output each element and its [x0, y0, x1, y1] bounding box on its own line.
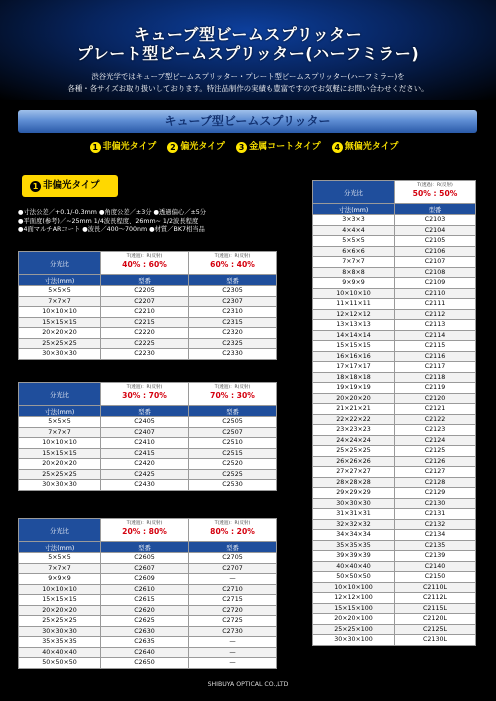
size-cell: 20×20×20 [19, 328, 101, 339]
ratio-header-label: 分光比 [19, 252, 101, 275]
table-row [313, 519, 476, 530]
ratio-value: 40% : 60% [122, 260, 167, 269]
size-cell: 22×22×22 [313, 414, 395, 425]
ratio-table-b [18, 382, 277, 491]
type-tag-label: 非偏光タイプ [43, 180, 100, 191]
model-cell: C2126 [395, 456, 476, 467]
table-row [19, 637, 277, 648]
model-cell: C2128 [395, 477, 476, 488]
size-cell: 4×4×4 [313, 225, 395, 236]
model-column-header: 型番 [189, 275, 277, 286]
model-cell: C2430 [101, 480, 189, 491]
size-cell: 10×10×10 [19, 307, 101, 318]
model-column-header: 型番 [189, 406, 277, 417]
size-cell: 40×40×40 [313, 561, 395, 572]
section-title-band: キューブ型ビームスプリッター [18, 110, 477, 133]
ratio-header-cell [395, 181, 476, 204]
size-column-header: 寸法(mm) [19, 406, 101, 417]
table-row [313, 330, 476, 341]
type-label-2: 偏光タイプ [180, 142, 225, 152]
type-number-2-icon: 2 [167, 142, 178, 153]
spec-notes [18, 209, 298, 235]
model-cell: C2111 [395, 299, 476, 310]
model-column-header: 型番 [101, 406, 189, 417]
model-cell: C2115L [395, 603, 476, 614]
size-cell: 27×27×27 [313, 467, 395, 478]
ratio-header-cell [101, 383, 189, 406]
table-row [313, 593, 476, 604]
ratio-header-cell [189, 519, 277, 542]
model-cell: C2605 [101, 553, 189, 564]
size-cell: 30×30×30 [19, 626, 101, 637]
model-cell: C2710 [189, 584, 277, 595]
size-cell: 5×5×5 [19, 417, 101, 428]
intro-line-1: 渋谷光学ではキューブ型ビームスプリッター・プレート型ビームスプリッター(ハーフミラー)を [91, 72, 405, 81]
size-cell: 13×13×13 [313, 320, 395, 331]
table-row [19, 563, 277, 574]
model-cell: C2121 [395, 404, 476, 415]
model-cell: C2650 [101, 658, 189, 669]
table-row [313, 530, 476, 541]
size-cell: 30×30×30 [19, 480, 101, 491]
table-row [313, 309, 476, 320]
table-row [19, 317, 277, 328]
table-row [19, 438, 277, 449]
model-cell: C2320 [189, 328, 277, 339]
model-cell: C2119 [395, 383, 476, 394]
type-tag [22, 175, 118, 197]
model-cell: C2220 [101, 328, 189, 339]
model-cell: C2330 [189, 349, 277, 360]
model-cell: — [189, 647, 277, 658]
size-cell: 8×8×8 [313, 267, 395, 278]
table-row [313, 624, 476, 635]
model-cell: C2106 [395, 246, 476, 257]
table-row [313, 551, 476, 562]
type-label-4: 無偏光タイプ [344, 142, 399, 152]
size-cell: 20×20×20 [19, 605, 101, 616]
model-cell: C2140 [395, 561, 476, 572]
size-cell: 50×50×50 [313, 572, 395, 583]
size-cell: 25×25×100 [313, 624, 395, 635]
table-row [19, 616, 277, 627]
table-row [313, 215, 476, 226]
table-row [19, 658, 277, 669]
table-row [19, 427, 277, 438]
table-row [313, 603, 476, 614]
size-cell: 11×11×11 [313, 299, 395, 310]
model-cell: C2310 [189, 307, 277, 318]
type-tag-number-icon: 1 [30, 181, 41, 192]
table-row [19, 605, 277, 616]
model-cell: C2425 [101, 469, 189, 480]
size-cell: 35×35×35 [19, 637, 101, 648]
model-cell: C2115 [395, 341, 476, 352]
table-row [313, 372, 476, 383]
size-cell: 19×19×19 [313, 383, 395, 394]
model-cell: — [189, 574, 277, 585]
type-number-1-icon: 1 [90, 142, 101, 153]
size-cell: 26×26×26 [313, 456, 395, 467]
table-row [19, 595, 277, 606]
table-row [19, 574, 277, 585]
size-column-header: 寸法(mm) [313, 204, 395, 215]
model-cell: C2103 [395, 215, 476, 226]
model-cell: C2225 [101, 338, 189, 349]
table-row [19, 469, 277, 480]
size-cell: 34×34×34 [313, 530, 395, 541]
model-cell: C2625 [101, 616, 189, 627]
table-row [313, 299, 476, 310]
model-cell: C2205 [101, 286, 189, 297]
table-row [313, 561, 476, 572]
size-cell: 15×15×15 [19, 595, 101, 606]
model-cell: C2129 [395, 488, 476, 499]
size-cell: 21×21×21 [313, 404, 395, 415]
ratio-caption: T(透過)：R(反射) [126, 385, 163, 390]
table-row [313, 488, 476, 499]
model-cell: C2120L [395, 614, 476, 625]
model-cell: C2112L [395, 593, 476, 604]
table-row [313, 414, 476, 425]
model-cell: C2630 [101, 626, 189, 637]
table-row [19, 286, 277, 297]
table-row [313, 236, 476, 247]
size-column-header: 寸法(mm) [19, 542, 101, 553]
size-column-header: 寸法(mm) [19, 275, 101, 286]
ratio-table-50-50 [312, 180, 476, 646]
model-cell: C2117 [395, 362, 476, 373]
model-cell: C2510 [189, 438, 277, 449]
model-column-header: 型番 [101, 275, 189, 286]
model-cell: C2114 [395, 330, 476, 341]
table-row [313, 288, 476, 299]
table-row [313, 635, 476, 646]
model-cell: C2635 [101, 637, 189, 648]
table-row [313, 425, 476, 436]
size-cell: 25×25×25 [19, 616, 101, 627]
table-row [19, 307, 277, 318]
size-cell: 5×5×5 [19, 286, 101, 297]
table-row [313, 393, 476, 404]
table-row [313, 320, 476, 331]
size-cell: 9×9×9 [313, 278, 395, 289]
model-cell: C2515 [189, 448, 277, 459]
size-cell: 15×15×100 [313, 603, 395, 614]
spec-line-2: ●平面度(参考)／~25mm 1/4波長程度、26mm~ 1/2波長程度 [18, 217, 199, 225]
size-cell: 12×12×12 [313, 309, 395, 320]
table-row [313, 509, 476, 520]
table-row [313, 582, 476, 593]
size-cell: 30×30×100 [313, 635, 395, 646]
model-cell: C2130L [395, 635, 476, 646]
table-row [313, 351, 476, 362]
table-row [19, 338, 277, 349]
model-cell: C2725 [189, 616, 277, 627]
size-cell: 10×10×10 [19, 584, 101, 595]
type-number-4-icon: 4 [332, 142, 343, 153]
model-cell: C2130 [395, 498, 476, 509]
model-cell: C2525 [189, 469, 277, 480]
ratio-caption: T(透過)：R(反射) [417, 183, 453, 188]
model-cell: C2110L [395, 582, 476, 593]
model-cell: C2125 [395, 446, 476, 457]
table-row [19, 417, 277, 428]
size-cell: 32×32×32 [313, 519, 395, 530]
table-row [19, 553, 277, 564]
model-cell: C2109 [395, 278, 476, 289]
table-row [313, 225, 476, 236]
size-cell: 7×7×7 [19, 563, 101, 574]
type-label-1: 非偏光タイプ [102, 142, 157, 152]
model-cell: C2615 [101, 595, 189, 606]
table-row [19, 584, 277, 595]
size-cell: 5×5×5 [19, 553, 101, 564]
title-line-1: キューブ型ビームスプリッター [133, 25, 363, 44]
size-cell: 7×7×7 [313, 257, 395, 268]
model-cell: C2305 [189, 286, 277, 297]
model-cell: C2410 [101, 438, 189, 449]
model-cell: C2210 [101, 307, 189, 318]
spec-line-1: ●寸法公差／+0.1/-0.3mm ●角度公差／±3分 ●透過偏心／±5分 [18, 209, 207, 216]
model-cell: C2116 [395, 351, 476, 362]
ratio-value: 70% : 30% [210, 391, 255, 400]
table-row [313, 540, 476, 551]
table-row [313, 404, 476, 415]
model-cell: C2112 [395, 309, 476, 320]
table-row [313, 614, 476, 625]
model-cell: C2405 [101, 417, 189, 428]
size-cell: 7×7×7 [19, 427, 101, 438]
model-cell: C2127 [395, 467, 476, 478]
table-row [19, 349, 277, 360]
ratio-header-cell [189, 383, 277, 406]
model-cell: C2107 [395, 257, 476, 268]
model-cell: C2124 [395, 435, 476, 446]
model-cell: C2707 [189, 563, 277, 574]
model-cell: C2134 [395, 530, 476, 541]
size-cell: 12×12×100 [313, 593, 395, 604]
model-cell: C2230 [101, 349, 189, 360]
table-row [313, 267, 476, 278]
model-column-header: 型番 [189, 542, 277, 553]
model-cell: C2118 [395, 372, 476, 383]
model-cell: C2307 [189, 296, 277, 307]
size-cell: 18×18×18 [313, 372, 395, 383]
table-row [19, 328, 277, 339]
model-cell: C2120 [395, 393, 476, 404]
size-cell: 14×14×14 [313, 330, 395, 341]
table-row [313, 383, 476, 394]
ratio-header-cell [101, 252, 189, 275]
model-cell: C2135 [395, 540, 476, 551]
model-cell: C2505 [189, 417, 277, 428]
size-cell: 15×15×15 [19, 448, 101, 459]
ratio-value: 30% : 70% [122, 391, 167, 400]
model-cell: C2110 [395, 288, 476, 299]
table-row [313, 446, 476, 457]
spec-line-3: ●4面マルチARコート ●波長／400～700nm ●材質／BK7相当品 [18, 226, 205, 233]
model-cell: C2620 [101, 605, 189, 616]
title-line-2: プレート型ビームスプリッター(ハーフミラー) [76, 44, 420, 63]
intro-line-2: 各種・各サイズお取り扱いしております。特注品制作の実績も豊富ですのでお気軽にお問い合わせください。 [67, 84, 429, 93]
model-cell: C2720 [189, 605, 277, 616]
ratio-header-label: 分光比 [19, 519, 101, 542]
ratio-header-label: 分光比 [19, 383, 101, 406]
table-row [313, 278, 476, 289]
table-row [313, 257, 476, 268]
ratio-header-cell [101, 519, 189, 542]
ratio-value: 80% : 20% [210, 527, 255, 536]
model-cell: C2125L [395, 624, 476, 635]
model-column-header: 型番 [101, 542, 189, 553]
ratio-value: 50% : 50% [412, 189, 458, 198]
model-cell: C2123 [395, 425, 476, 436]
model-column-header: 型番 [395, 204, 476, 215]
size-cell: 35×35×35 [313, 540, 395, 551]
model-cell: C2610 [101, 584, 189, 595]
ratio-value: 60% : 40% [210, 260, 255, 269]
table-row [19, 448, 277, 459]
table-row [313, 467, 476, 478]
model-cell: C2530 [189, 480, 277, 491]
header-banner [0, 0, 496, 100]
model-cell: C2122 [395, 414, 476, 425]
model-cell: C2104 [395, 225, 476, 236]
model-cell: C2113 [395, 320, 476, 331]
model-cell: C2131 [395, 509, 476, 520]
size-cell: 39×39×39 [313, 551, 395, 562]
size-cell: 25×25×25 [19, 469, 101, 480]
size-cell: 40×40×40 [19, 647, 101, 658]
size-cell: 24×24×24 [313, 435, 395, 446]
size-cell: 15×15×15 [19, 317, 101, 328]
footer-company: SHIBUYA OPTICAL CO.,LTD [207, 681, 289, 688]
model-cell: C2715 [189, 595, 277, 606]
size-cell: 25×25×25 [19, 338, 101, 349]
model-cell: C2415 [101, 448, 189, 459]
size-cell: 29×29×29 [313, 488, 395, 499]
table-row [313, 572, 476, 583]
ratio-header-label: 分光比 [313, 181, 395, 204]
table-row [19, 459, 277, 470]
size-cell: 30×30×30 [313, 498, 395, 509]
table-row [313, 456, 476, 467]
model-cell: C2315 [189, 317, 277, 328]
model-cell: C2207 [101, 296, 189, 307]
size-cell: 10×10×10 [19, 438, 101, 449]
model-cell: — [189, 637, 277, 648]
ratio-caption: T(透過)：R(反射) [126, 521, 163, 526]
table-row [313, 435, 476, 446]
size-cell: 23×23×23 [313, 425, 395, 436]
model-cell: C2215 [101, 317, 189, 328]
size-cell: 20×20×20 [19, 459, 101, 470]
size-cell: 17×17×17 [313, 362, 395, 373]
ratio-caption: T(透過)：R(反射) [214, 254, 251, 259]
table-row [19, 296, 277, 307]
table-row [19, 647, 277, 658]
table-row [19, 480, 277, 491]
type-list [0, 139, 496, 153]
model-cell: C2640 [101, 647, 189, 658]
model-cell: C2105 [395, 236, 476, 247]
size-cell: 30×30×30 [19, 349, 101, 360]
type-label-3: 金属コートタイプ [249, 142, 321, 152]
size-cell: 3×3×3 [313, 215, 395, 226]
model-cell: C2108 [395, 267, 476, 278]
size-cell: 10×10×10 [313, 288, 395, 299]
model-cell: C2520 [189, 459, 277, 470]
table-row [313, 246, 476, 257]
ratio-header-cell [189, 252, 277, 275]
model-cell: C2150 [395, 572, 476, 583]
model-cell: C2607 [101, 563, 189, 574]
size-cell: 50×50×50 [19, 658, 101, 669]
ratio-table-c [18, 518, 277, 669]
ratio-caption: T(透過)：R(反射) [214, 385, 251, 390]
model-cell: C2325 [189, 338, 277, 349]
size-cell: 7×7×7 [19, 296, 101, 307]
model-cell: C2420 [101, 459, 189, 470]
size-cell: 5×5×5 [313, 236, 395, 247]
ratio-table-a [18, 251, 277, 360]
size-cell: 28×28×28 [313, 477, 395, 488]
model-cell: C2407 [101, 427, 189, 438]
ratio-value: 20% : 80% [122, 527, 167, 536]
model-cell: C2132 [395, 519, 476, 530]
size-cell: 31×31×31 [313, 509, 395, 520]
table-row [313, 498, 476, 509]
size-cell: 9×9×9 [19, 574, 101, 585]
model-cell: C2609 [101, 574, 189, 585]
size-cell: 6×6×6 [313, 246, 395, 257]
size-cell: 10×10×100 [313, 582, 395, 593]
size-cell: 25×25×25 [313, 446, 395, 457]
table-row [313, 341, 476, 352]
size-cell: 20×20×100 [313, 614, 395, 625]
model-cell: C2507 [189, 427, 277, 438]
model-cell: C2139 [395, 551, 476, 562]
table-row [313, 362, 476, 373]
size-cell: 15×15×15 [313, 341, 395, 352]
model-cell: — [189, 658, 277, 669]
size-cell: 16×16×16 [313, 351, 395, 362]
type-number-3-icon: 3 [236, 142, 247, 153]
ratio-caption: T(透過)：R(反射) [126, 254, 163, 259]
ratio-caption: T(透過)：R(反射) [214, 521, 251, 526]
model-cell: C2730 [189, 626, 277, 637]
model-cell: C2705 [189, 553, 277, 564]
table-row [313, 477, 476, 488]
table-row [19, 626, 277, 637]
size-cell: 20×20×20 [313, 393, 395, 404]
